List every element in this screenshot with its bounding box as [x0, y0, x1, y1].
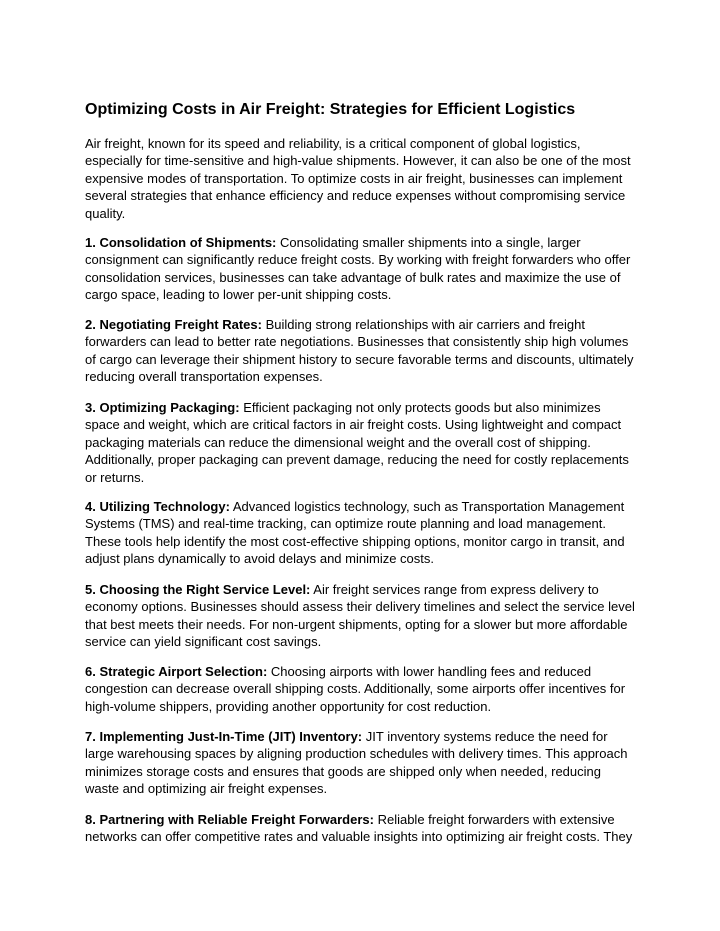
section-heading: 4. Utilizing Technology:	[85, 499, 230, 514]
section-body: Consolidating smaller shipments into a single, larger consignment can significantly reduce freight costs. By working with freight forwarders who offer consolidation services, businesses can take advantage of bulk rates and maximize the use of cargo space, leading to lower per-unit shipping costs.	[85, 235, 631, 303]
section-heading: 5. Choosing the Right Service Level:	[85, 582, 311, 597]
section-heading: 8. Partnering with Reliable Freight Forwarders:	[85, 812, 374, 827]
section-body: JIT inventory systems reduce the need for large warehousing spaces by aligning production schedules with delivery times. This approach minimizes storage costs and ensures that goods are shipped only when needed, reducing waste and optimizing air freight expenses.	[85, 729, 628, 797]
section-heading: 1. Consolidation of Shipments:	[85, 235, 277, 250]
section-jit-inventory	[85, 728, 637, 798]
section-heading: 2. Negotiating Freight Rates:	[85, 317, 262, 332]
section-body: Advanced logistics technology, such as Transportation Management Systems (TMS) and real-time tracking, can optimize route planning and load management. These tools help identify the most cost-effective shipping options, monitor cargo in transit, and adjust plans dynamically to avoid delays and minimize costs.	[85, 499, 625, 567]
section-consolidation	[85, 234, 637, 304]
section-heading: 7. Implementing Just-In-Time (JIT) Inventory:	[85, 729, 363, 744]
section-body: Choosing airports with lower handling fees and reduced congestion can decrease overall shipping costs. Additionally, some airports offer incentives for high-volume shippers, providing another opportunity for cost reduction.	[85, 664, 626, 714]
intro-paragraph: Air freight, known for its speed and reliability, is a critical component of global logistics, especially for time-sensitive and high-value shipments. However, it can also be one of the most expensive modes of transportation. To optimize costs in air freight, businesses can implement several strategies that enhance efficiency and reduce expenses without compromising service quality.	[85, 136, 631, 221]
section-body: Efficient packaging not only protects goods but also minimizes space and weight, which are critical factors in air freight costs. Using lightweight and compact packaging materials can reduce the dimensional weight and the overall cost of shipping. Additionally, proper packaging can prevent damage, reducing the need for costly replacements or returns.	[85, 400, 629, 485]
section-service-level	[85, 581, 637, 651]
section-packaging	[85, 399, 637, 486]
section-airport-selection	[85, 663, 637, 715]
section-freight-forwarders	[85, 811, 637, 846]
section-heading: 3. Optimizing Packaging:	[85, 400, 240, 415]
section-technology	[85, 498, 637, 568]
section-body: Building strong relationships with air carriers and freight forwarders can lead to better rate negotiations. Businesses that consistently ship high volumes of cargo can leverage their shipment history to secure favorable terms and discounts, ultimately reducing overall transportation expenses.	[85, 317, 634, 385]
section-body: Reliable freight forwarders with extensive networks can offer competitive rates and valuable insights into optimizing air freight costs. They	[85, 812, 633, 845]
section-body: Air freight services range from express delivery to economy options. Businesses should assess their delivery timelines and select the service level that best meets their needs. For non-urgent shipments, opting for a slower but more affordable service can yield significant cost savings.	[85, 582, 635, 650]
section-heading: 6. Strategic Airport Selection:	[85, 664, 268, 679]
document-title: Optimizing Costs in Air Freight: Strategies for Efficient Logistics	[85, 101, 576, 118]
section-negotiating-rates	[85, 316, 637, 386]
